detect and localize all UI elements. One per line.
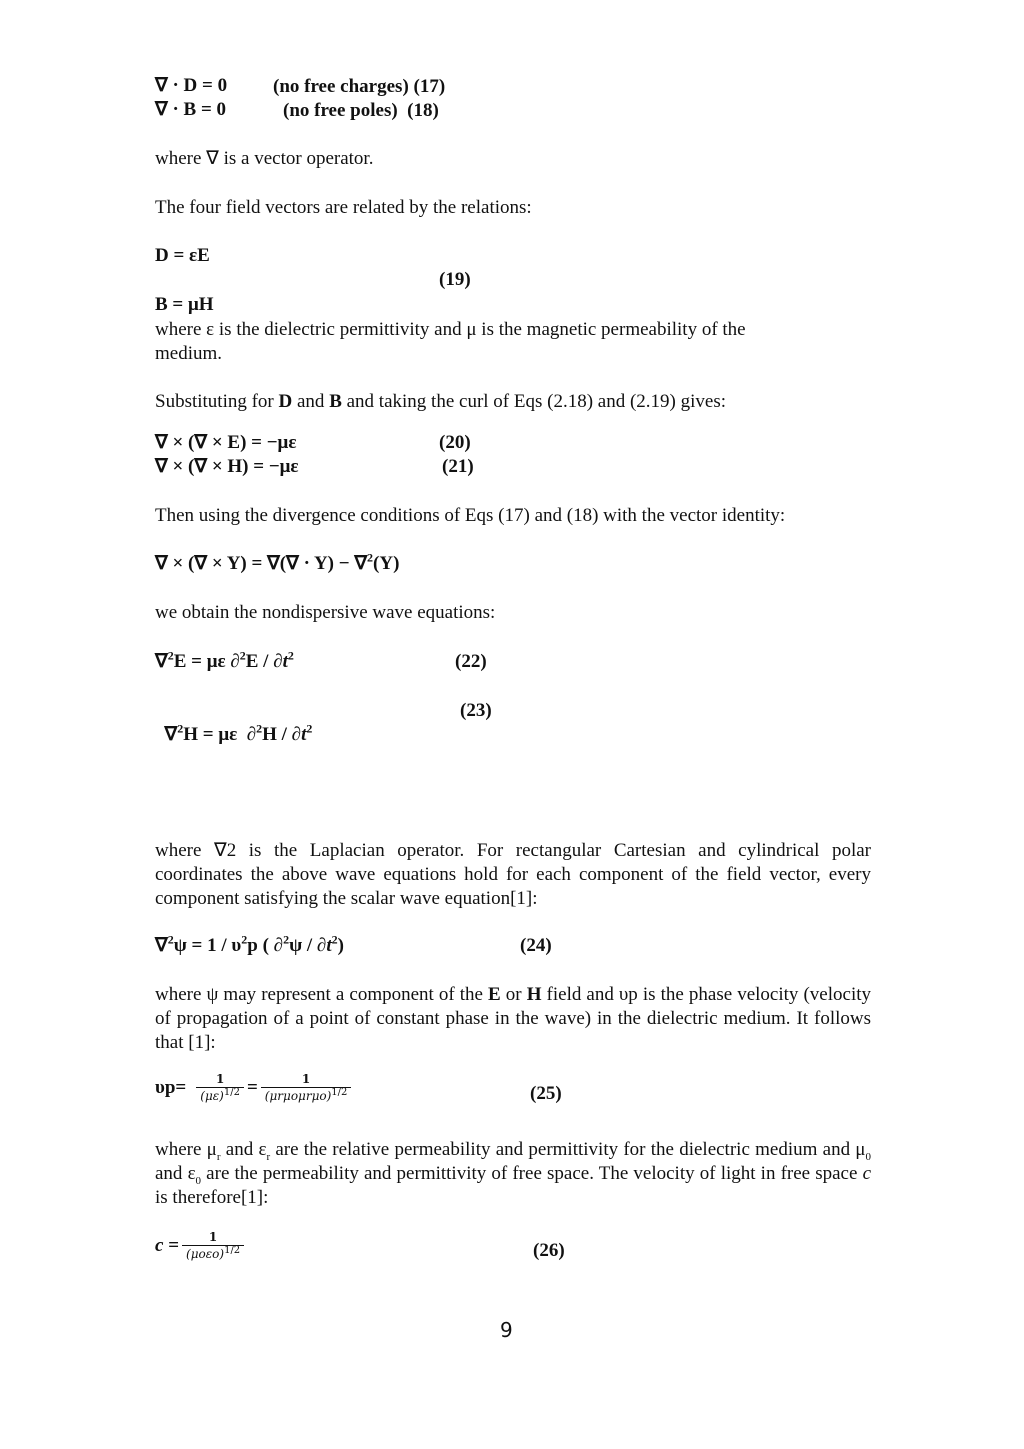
equation-19a: D = εE — [155, 245, 210, 266]
equation-17-expression: ∇ · D = 0 — [155, 75, 228, 96]
subscript: r — [266, 1150, 271, 1163]
bold-H: H — [526, 984, 542, 1005]
superscript: 2 — [256, 721, 263, 736]
italic-t: t — [301, 724, 307, 745]
equals-sign: = — [246, 1077, 258, 1098]
text-run: is therefore[1]: — [155, 1187, 269, 1208]
denominator — [261, 1087, 352, 1104]
italic-c: c — [862, 1163, 871, 1184]
equation-19-label: (19) — [439, 269, 471, 290]
text-run: or — [500, 984, 527, 1005]
superscript: 2 — [167, 648, 174, 663]
equation-23 — [155, 699, 312, 747]
text-run: ∇ × (∇ × Y) = ∇(∇ · Y) − ∇ — [155, 553, 368, 574]
eps-mu-definition-line2: medium. — [155, 343, 223, 364]
equation-18-expression: ∇ · B = 0 — [155, 99, 227, 120]
text-run: ψ / ∂ — [289, 935, 327, 956]
superscript: 1/2 — [331, 1087, 348, 1098]
numerator: 1 — [208, 1230, 218, 1244]
bold-D: D — [278, 391, 293, 412]
equals-sign: = — [163, 1235, 180, 1256]
equation-22-label: (22) — [455, 651, 487, 672]
superscript: 2 — [239, 648, 246, 663]
we-obtain-sentence: we obtain the nondispersive wave equations: — [155, 602, 496, 623]
text-run: H / ∂ — [262, 724, 302, 745]
equation-17-label: (no free charges) (17) — [273, 76, 446, 97]
superscript: 2 — [241, 932, 248, 947]
bold-E: E — [488, 984, 501, 1005]
text-run: Substituting for — [155, 391, 279, 412]
text-run: and ε — [220, 1139, 267, 1160]
text-run: H = με ∂ — [183, 724, 257, 745]
equation-21-label: (21) — [442, 456, 474, 477]
superscript: 2 — [167, 932, 174, 947]
denominator — [196, 1087, 244, 1104]
text-run: (Y) — [373, 553, 400, 574]
text-run: E = με ∂ — [173, 651, 240, 672]
text-run: where μ — [155, 1139, 217, 1160]
superscript: 2 — [177, 721, 184, 736]
denominator — [182, 1245, 244, 1262]
fraction — [182, 1230, 244, 1262]
text-run: ∇ — [164, 724, 178, 745]
equation-20-label: (20) — [439, 432, 471, 453]
equation-21: ∇ × (∇ × H) = −με — [155, 456, 299, 477]
italic-t: t — [282, 651, 288, 672]
italic-c: c — [155, 1235, 164, 1256]
equation-26-label: (26) — [533, 1240, 565, 1261]
fraction-1 — [196, 1072, 244, 1104]
relative-permeability-paragraph — [155, 1138, 871, 1210]
eps-mu-definition-line1: where ε is the dielectric permittivity and μ is the magnetic permeability of the — [155, 319, 746, 340]
bold-B: B — [329, 391, 342, 412]
equation-19b: B = μH — [155, 294, 214, 315]
text-run: (με) — [200, 1089, 224, 1103]
equation-25 — [155, 1072, 354, 1104]
equation-24 — [155, 934, 344, 958]
vector-identity — [155, 552, 399, 576]
then-using-sentence: Then using the divergence conditions of Eqs (17) and (18) with the vector identity: — [155, 505, 786, 526]
superscript: 2 — [283, 932, 290, 947]
substituting-sentence — [155, 390, 726, 414]
italic-t: t — [326, 935, 332, 956]
numerator: 1 — [301, 1072, 311, 1086]
superscript: 2 — [367, 550, 374, 565]
equation-26 — [155, 1230, 247, 1262]
text-run: and taking the curl of Eqs (2.18) and (2.19) gives: — [341, 391, 727, 412]
text-run: (μrμoμrμo) — [264, 1089, 332, 1103]
text-run: and ε — [155, 1163, 196, 1184]
nabla-note: where ∇ is a vector operator. — [155, 148, 374, 169]
equation-18 — [155, 98, 226, 122]
equation-17 — [155, 74, 227, 98]
text-run: field and υp is the phase velocity (velocity of propagation of a point of constant phase in the wave) in the dielectric medium. It follows that [1]: — [155, 984, 871, 1053]
subscript: r — [216, 1150, 221, 1163]
laplacian-paragraph: where ∇2 is the Laplacian operator. For rectangular Cartesian and cylindrical polar coordinates the above wave equations hold for each component of the field vector, every component satisfying the scalar wave equation[1]: — [155, 840, 871, 909]
equation-24-label: (24) — [520, 935, 552, 956]
superscript: 2 — [331, 932, 338, 947]
subscript: 0 — [865, 1150, 871, 1163]
numerator: 1 — [215, 1072, 225, 1086]
equation-20: ∇ × (∇ × E) = −με — [155, 432, 297, 453]
text-run: ) — [337, 935, 344, 956]
superscript: 1/2 — [223, 1087, 240, 1098]
text-run: ∇ — [155, 651, 168, 672]
text-run: ψ = 1 / υ — [173, 935, 242, 956]
subscript: 0 — [195, 1174, 202, 1187]
equation-18-label: (no free poles) (18) — [283, 100, 439, 121]
psi-paragraph — [155, 983, 871, 1055]
text-run: ∇ — [155, 935, 168, 956]
superscript: 2 — [306, 721, 313, 736]
text-run: p ( ∂ — [247, 935, 284, 956]
text-run: and — [292, 391, 330, 412]
page-number: 9 — [500, 1318, 513, 1342]
relations-intro: The four field vectors are related by the relations: — [155, 197, 532, 218]
superscript: 1/2 — [224, 1245, 241, 1256]
text-run: E / ∂ — [245, 651, 283, 672]
text-run: are the relative permeability and permittivity for the dielectric medium and μ — [270, 1139, 866, 1160]
equation-23-label: (23) — [460, 700, 492, 721]
fraction-2 — [261, 1072, 352, 1104]
equation-25-label: (25) — [530, 1083, 562, 1104]
equation-25-lhs: υp= — [155, 1077, 187, 1098]
superscript: 2 — [287, 648, 294, 663]
text-run: are the permeability and permittivity of free space. The velocity of light in free space — [201, 1163, 863, 1184]
text-run: (μoεo) — [186, 1247, 225, 1261]
text-run: where ψ may represent a component of the — [155, 984, 489, 1005]
equation-22 — [155, 650, 294, 674]
